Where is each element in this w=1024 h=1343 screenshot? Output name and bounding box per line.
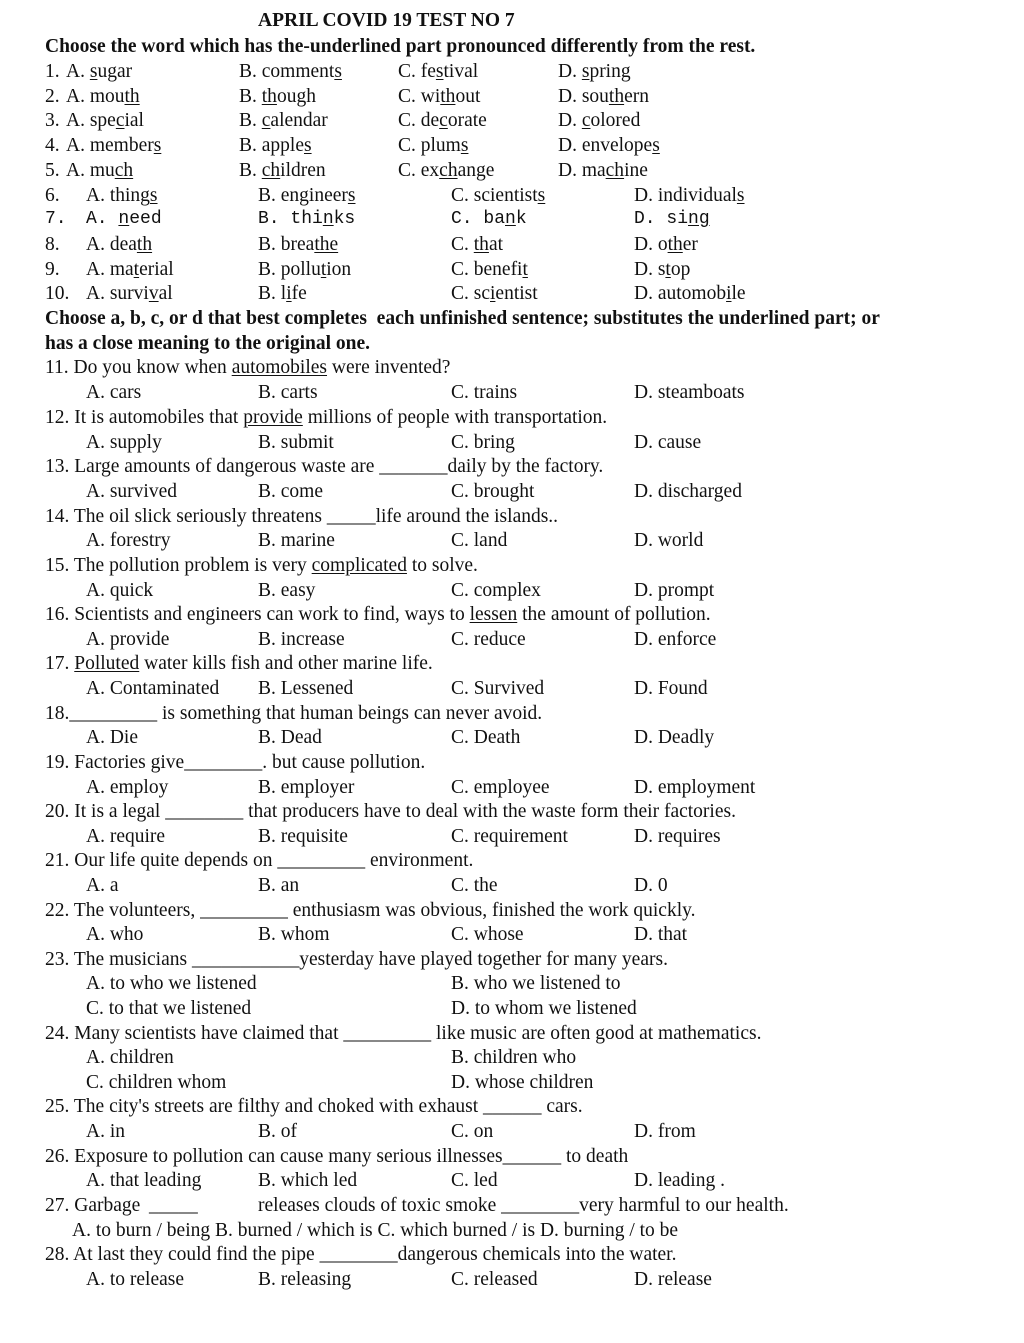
- option-d[interactable]: D. Deadly: [634, 727, 715, 748]
- option-d[interactable]: D. colored: [558, 110, 641, 131]
- option-d[interactable]: D. stop: [634, 259, 691, 280]
- question-number: 8.: [45, 234, 60, 255]
- option-a[interactable]: A. need: [86, 209, 162, 229]
- option-c[interactable]: C. scientists: [451, 185, 546, 206]
- option-c[interactable]: C. scientist: [451, 283, 538, 304]
- option-b[interactable]: B. children who: [451, 1047, 577, 1068]
- option-d[interactable]: D. to whom we listened: [451, 998, 637, 1019]
- option-c[interactable]: C. children whom: [86, 1072, 227, 1093]
- option-a[interactable]: A. to who we listened: [86, 973, 257, 994]
- option-b[interactable]: B. of: [258, 1121, 297, 1142]
- question-number: 2.: [45, 86, 60, 107]
- option-c[interactable]: C. led: [451, 1170, 498, 1191]
- option-b[interactable]: B. employer: [258, 777, 355, 798]
- option-c[interactable]: C. complex: [451, 580, 541, 601]
- option-c[interactable]: C. whose: [451, 924, 524, 945]
- option-c[interactable]: C. on: [451, 1121, 494, 1142]
- options-inline[interactable]: A. to burn / being B. burned / which is C. which burned / is D. burning / to be: [72, 1220, 679, 1241]
- option-a[interactable]: A. that leading: [86, 1170, 202, 1191]
- option-a[interactable]: A. Die: [86, 727, 138, 748]
- option-b[interactable]: B. who we listened to: [451, 973, 621, 994]
- question-number: 6.: [45, 185, 60, 206]
- option-c[interactable]: C. employee: [451, 777, 550, 798]
- option-b[interactable]: B. requisite: [258, 826, 348, 847]
- option-c[interactable]: C. exchange: [398, 160, 495, 181]
- option-c[interactable]: C. requirement: [451, 826, 568, 847]
- option-c[interactable]: C. brought: [451, 481, 535, 502]
- option-d[interactable]: D. from: [634, 1121, 696, 1142]
- option-a[interactable]: A. to release: [86, 1269, 184, 1290]
- option-c[interactable]: C. reduce: [451, 629, 526, 650]
- option-c[interactable]: C. plums: [398, 135, 469, 156]
- option-d[interactable]: D. requires: [634, 826, 721, 847]
- option-b[interactable]: B. easy: [258, 580, 316, 601]
- option-a[interactable]: A. much: [66, 160, 134, 181]
- option-d[interactable]: D. world: [634, 530, 704, 551]
- option-b[interactable]: B. an: [258, 875, 300, 896]
- option-c[interactable]: C. released: [451, 1269, 538, 1290]
- option-d[interactable]: D. spring: [558, 61, 631, 82]
- option-b[interactable]: B. submit: [258, 432, 334, 453]
- option-b[interactable]: B. calendar: [239, 110, 328, 131]
- option-b[interactable]: B. carts: [258, 382, 318, 403]
- option-b[interactable]: B. comments: [239, 61, 342, 82]
- option-d[interactable]: D. machine: [558, 160, 648, 181]
- option-c[interactable]: C. Death: [451, 727, 521, 748]
- option-a[interactable]: A. quick: [86, 580, 154, 601]
- option-d[interactable]: D. sing: [634, 209, 710, 229]
- question-number: 1.: [45, 61, 60, 82]
- option-d[interactable]: D. steamboats: [634, 382, 745, 403]
- option-b[interactable]: B. apples: [239, 135, 312, 156]
- option-a[interactable]: A. Contaminated: [86, 678, 220, 699]
- option-c[interactable]: C. the: [451, 875, 498, 896]
- option-c[interactable]: C. festival: [398, 61, 479, 82]
- option-a[interactable]: A. death: [86, 234, 153, 255]
- option-b[interactable]: B. releasing: [258, 1269, 352, 1290]
- option-a[interactable]: A. mouth: [66, 86, 140, 107]
- option-a[interactable]: A. things: [86, 185, 158, 206]
- option-b[interactable]: B. Dead: [258, 727, 322, 748]
- question-number: 4.: [45, 135, 60, 156]
- option-d[interactable]: D. Found: [634, 678, 708, 699]
- option-d[interactable]: D. envelopes: [558, 135, 660, 156]
- question-number: 3.: [45, 110, 60, 131]
- option-a[interactable]: A. in: [86, 1121, 125, 1142]
- option-d[interactable]: D. discharged: [634, 481, 742, 502]
- option-a[interactable]: A. employ: [86, 777, 169, 798]
- option-c[interactable]: C. bring: [451, 432, 515, 453]
- option-a[interactable]: A. supply: [86, 432, 162, 453]
- option-d[interactable]: D. 0: [634, 875, 668, 896]
- option-a[interactable]: A. survival: [86, 283, 173, 304]
- option-a[interactable]: A. who: [86, 924, 144, 945]
- option-c[interactable]: C. bank: [451, 209, 527, 229]
- option-b[interactable]: B. breathe: [258, 234, 339, 255]
- option-d[interactable]: D. enforce: [634, 629, 717, 650]
- option-a[interactable]: A. a: [86, 875, 119, 896]
- question-number: 9.: [45, 259, 60, 280]
- option-a[interactable]: A. special: [66, 110, 144, 131]
- option-a[interactable]: A. material: [86, 259, 174, 280]
- option-d[interactable]: D. leading .: [634, 1170, 725, 1191]
- option-b[interactable]: B. Lessened: [258, 678, 354, 699]
- option-a[interactable]: A. survived: [86, 481, 177, 502]
- option-b[interactable]: B. though: [239, 86, 316, 107]
- option-b[interactable]: B. pollution: [258, 259, 352, 280]
- option-a[interactable]: A. provide: [86, 629, 170, 650]
- option-d[interactable]: D. that: [634, 924, 688, 945]
- option-c[interactable]: C. that: [451, 234, 504, 255]
- option-b[interactable]: B. thinks: [258, 209, 356, 229]
- option-c[interactable]: C. Survived: [451, 678, 545, 699]
- option-d[interactable]: D. prompt: [634, 580, 715, 601]
- option-b[interactable]: B. whom: [258, 924, 330, 945]
- option-d[interactable]: D. whose children: [451, 1072, 594, 1093]
- option-a[interactable]: A. members: [66, 135, 162, 156]
- option-d[interactable]: D. automobile: [634, 283, 746, 304]
- option-b[interactable]: B. marine: [258, 530, 335, 551]
- option-b[interactable]: B. which led: [258, 1170, 358, 1191]
- option-c[interactable]: C. land: [451, 530, 508, 551]
- option-a[interactable]: A. children: [86, 1047, 174, 1068]
- option-d[interactable]: D. individuals: [634, 185, 745, 206]
- option-c[interactable]: C. decorate: [398, 110, 487, 131]
- option-b[interactable]: B. children: [239, 160, 326, 181]
- option-c[interactable]: C. trains: [451, 382, 518, 403]
- option-a[interactable]: A. require: [86, 826, 166, 847]
- option-a[interactable]: A. sugar: [66, 61, 133, 82]
- option-b[interactable]: B. increase: [258, 629, 345, 650]
- option-c[interactable]: C. to that we listened: [86, 998, 252, 1019]
- question-number: 5.: [45, 160, 60, 181]
- title-text: APRIL COVID 19 TEST NO 7: [258, 10, 515, 31]
- question-number: 10.: [45, 283, 70, 304]
- option-a[interactable]: A. forestry: [86, 530, 171, 551]
- option-b[interactable]: B. life: [258, 283, 307, 304]
- option-d[interactable]: D. other: [634, 234, 698, 255]
- option-d[interactable]: D. employment: [634, 777, 756, 798]
- option-d[interactable]: D. southern: [558, 86, 649, 107]
- option-d[interactable]: D. release: [634, 1269, 712, 1290]
- option-c[interactable]: C. benefit: [451, 259, 528, 280]
- option-b[interactable]: B. come: [258, 481, 323, 502]
- option-d[interactable]: D. cause: [634, 432, 702, 453]
- question-number: 7.: [45, 209, 67, 229]
- option-c[interactable]: C. without: [398, 86, 481, 107]
- option-a[interactable]: A. cars: [86, 382, 142, 403]
- option-b[interactable]: B. engineers: [258, 185, 356, 206]
